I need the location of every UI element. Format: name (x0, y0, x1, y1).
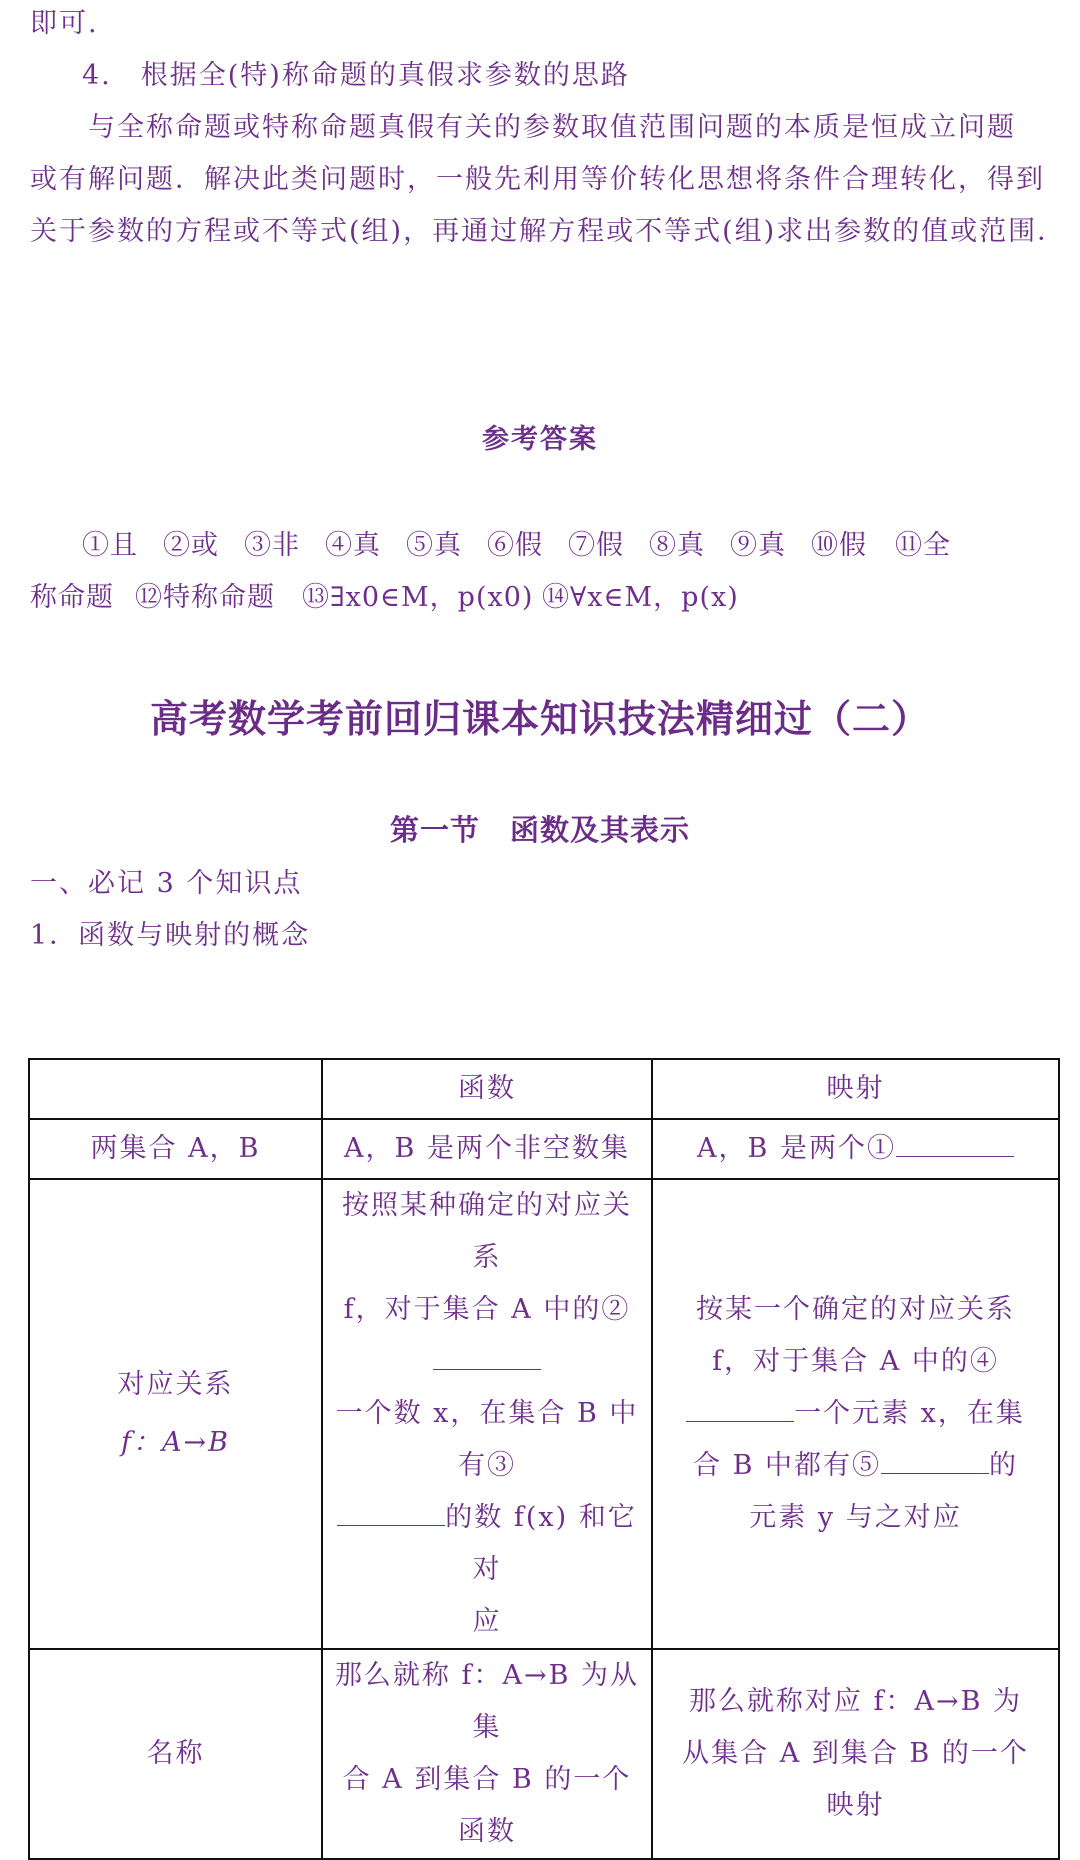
function-line: 一个数 x，在集合 B 中有③ (335, 1398, 639, 1481)
function-line: 那么就称 f：A→B 为从集 (334, 1660, 640, 1743)
answer-item: ①且 (82, 530, 138, 561)
function-cell (322, 1179, 652, 1649)
answer-item: ⑤真 (406, 530, 462, 561)
row-label-line: f：A→B (121, 1427, 230, 1458)
table-header-cell (29, 1059, 322, 1119)
mapping-line: 按某一个确定的对应关系 (696, 1294, 1015, 1325)
function-line: f，对于集合 A 中的② (343, 1294, 631, 1325)
table-row (29, 1179, 1059, 1649)
paragraph-line-1: 与全称命题或特称命题真假有关的参数取值范围问题的本质是恒成立问题 (88, 112, 1016, 143)
answer-item: ⑫特称命题 (135, 582, 275, 613)
blank-2 (433, 1347, 541, 1370)
point-heading: 一、必记 3 个知识点 (30, 868, 303, 899)
answer-item: ④真 (325, 530, 381, 561)
mapping-line: f，对于集合 A 中的④ (712, 1346, 999, 1377)
answer-item: ⑦假 (568, 530, 624, 561)
blank-4 (686, 1399, 794, 1422)
function-cell (322, 1649, 652, 1859)
mapping-cell (652, 1179, 1059, 1649)
paragraph-line-2: 或有解问题．解决此类问题时，一般先利用等价转化思想将条件合理转化，得到 (30, 164, 1045, 195)
answer-item: ③非 (244, 530, 300, 561)
row-label-line: 对应关系 (117, 1369, 234, 1400)
table-row (29, 1649, 1059, 1859)
function-line-text: 的数 f(x) 和它对 (445, 1502, 637, 1585)
answer-item: 称命题 (30, 582, 114, 613)
row-label (29, 1649, 322, 1859)
blank-1 (896, 1134, 1014, 1157)
answer-item: ⑥假 (487, 530, 543, 561)
mapping-line (663, 1388, 1048, 1440)
function-line: 按照某种确定的对应关系 (342, 1190, 632, 1273)
row-label-text: 名称 (146, 1738, 205, 1769)
answer-item: ⑩假 (811, 530, 867, 561)
mapping-line: 元素 y 与之对应 (749, 1502, 962, 1533)
answer-item: ⑨真 (730, 530, 786, 561)
table-header-cell: 映射 (652, 1059, 1059, 1119)
mapping-line-text: 的 (989, 1450, 1018, 1481)
function-line (333, 1336, 641, 1388)
mapping-line: 那么就称对应 f：A→B 为 (688, 1686, 1023, 1717)
row-label (29, 1119, 322, 1179)
table-header-cell: 函数 (322, 1059, 652, 1119)
blank-3 (337, 1503, 445, 1526)
function-line: 合 A 到集合 B 的一个函数 (342, 1764, 632, 1847)
answers-title: 参考答案 (482, 424, 598, 455)
row-label-text: 两集合 A，B (90, 1133, 261, 1164)
row-label (29, 1179, 322, 1649)
answer-item: ⑧真 (649, 530, 705, 561)
function-mapping-table (28, 1058, 1060, 1860)
mapping-line: 从集合 A 到集合 B 的一个 (682, 1738, 1029, 1769)
mapping-line-text: 合 B 中都有⑤ (692, 1450, 881, 1481)
answer-item: ⑬∃x0∈M，p(x0) (302, 582, 534, 613)
answer-item: ②或 (163, 530, 219, 561)
answer-item: ⑭∀x∈M，p(x) (542, 582, 739, 613)
mapping-line-text: 一个元素 x，在集 (794, 1398, 1025, 1429)
function-line: 应 (472, 1606, 502, 1637)
mapping-cell-text: A，B 是两个① (697, 1133, 896, 1164)
section-title: 第一节 函数及其表示 (389, 813, 690, 847)
table-header-row (29, 1059, 1059, 1119)
main-title: 高考数学考前回归课本知识技法精细过（二） (149, 696, 930, 741)
mapping-line (663, 1440, 1048, 1492)
intro-line-0: 即可. (30, 8, 99, 39)
mapping-cell (652, 1119, 1059, 1179)
blank-5 (881, 1451, 989, 1474)
table-row (29, 1119, 1059, 1179)
function-line (333, 1492, 641, 1596)
mapping-line: 映射 (826, 1790, 885, 1821)
function-cell-text: A，B 是两个非空数集 (344, 1133, 630, 1164)
answer-item: ⑪全 (895, 530, 951, 561)
sub-heading: 1．函数与映射的概念 (30, 920, 311, 951)
function-cell (322, 1119, 652, 1179)
mapping-cell (652, 1649, 1059, 1859)
paragraph-line-3: 关于参数的方程或不等式(组)，再通过解方程或不等式(组)求出参数的值或范围． (30, 216, 1067, 247)
heading-4: 4. 根据全(特)称命题的真假求参数的思路 (82, 60, 630, 91)
